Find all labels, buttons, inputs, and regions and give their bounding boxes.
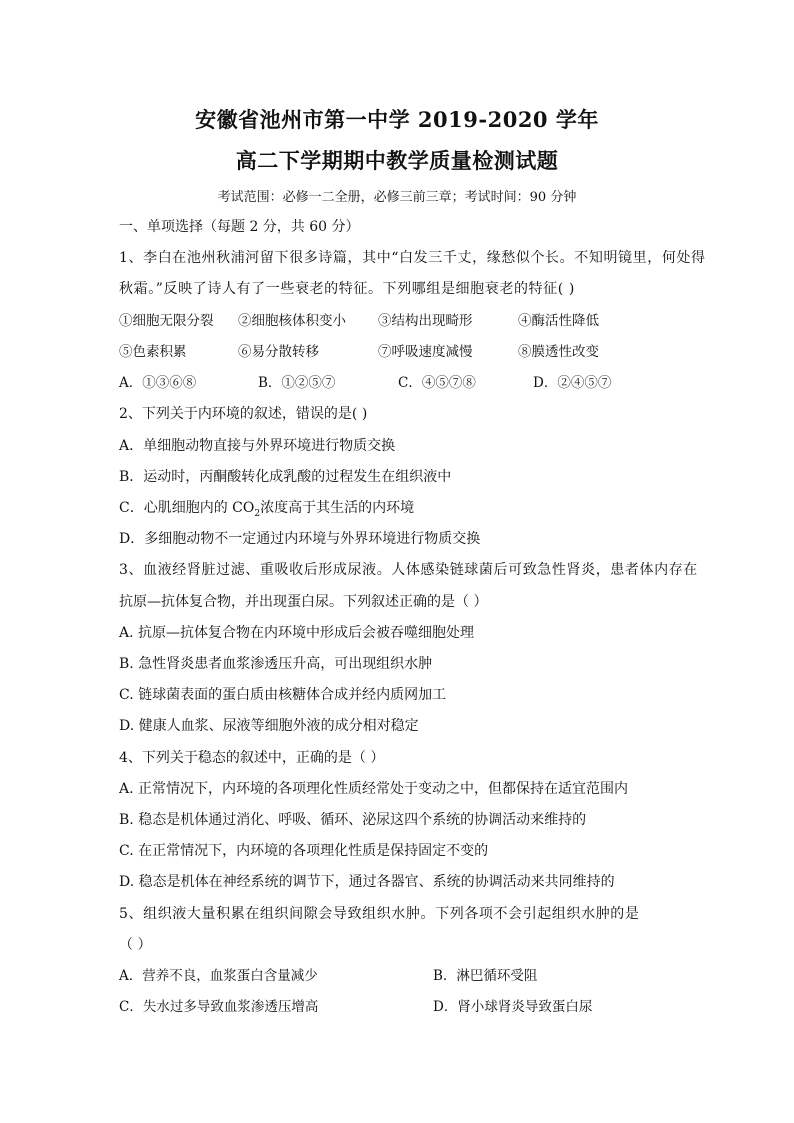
q4-option-d: D. 稳态是机体在神经系统的调节下，通过各器官、系统的协调活动来共同维持的 — [119, 874, 615, 890]
exam-info: 考试范围：必修一二全册，必修三前三章；考试时间：90 分钟 — [217, 190, 577, 205]
section-heading: 一、单项选择（每题 2 分，共 60 分） — [119, 219, 360, 235]
q1-item-2: ②细胞核体积变小 — [238, 313, 346, 329]
q1-choice-a: A．①③⑥⑧ — [119, 375, 197, 391]
q2-option-c — [119, 499, 414, 523]
title-line-1: 安徽省池州市第一中学 2019-2020 学年 — [195, 107, 599, 132]
q3-option-d: D. 健康人血浆、尿液等细胞外液的成分相对稳定 — [119, 718, 419, 734]
q1-item-1: ①细胞无限分裂 — [119, 313, 214, 329]
q1-item-5: ⑤色素积累 — [119, 344, 187, 360]
q1-item-7: ⑦呼吸速度减慢 — [378, 344, 473, 360]
q1-choice-d: D．②④⑤⑦ — [533, 375, 612, 391]
q1-item-3: ③结构出现畸形 — [378, 313, 473, 329]
q2-option-b: B．运动时，丙酮酸转化成乳酸的过程发生在组织液中 — [119, 469, 452, 485]
q3-stem-line1: 3、血液经肾脏过滤、重吸收后形成尿液。人体感染链球菌后可致急性肾炎，患者体内存在 — [119, 562, 698, 578]
title-line-2: 高二下学期期中教学质量检测试题 — [235, 148, 559, 173]
q1-choice-c: C．④⑤⑦⑧ — [398, 375, 476, 391]
q3-option-a: A. 抗原—抗体复合物在内环境中形成后会被吞噬细胞处理 — [119, 625, 475, 641]
q3-option-b: B. 急性肾炎患者血浆渗透压升高，可出现组织水肿 — [119, 656, 433, 672]
q2-option-c-tail: 浓度高于其生活的内环境 — [260, 500, 415, 516]
q1-stem-line1: 1、李白在池州秋浦河留下很多诗篇，其中“白发三千丈，缘愁似个长。不知明镜里，何处得 — [119, 250, 706, 266]
q2-option-d: D．多细胞动物不一定通过内环境与外界环境进行物质交换 — [119, 531, 481, 547]
q5-stem-line1: 5、组织液大量积累在组织间隙会导致组织水肿。下列各项不会引起组织水肿的是 — [119, 906, 640, 922]
q5-stem-line2: （ ） — [119, 937, 152, 953]
q5-option-c: C．失水过多导致血浆渗透压增高 — [119, 999, 319, 1015]
q1-item-4: ④酶活性降低 — [518, 313, 599, 329]
q4-option-a: A. 正常情况下，内环境的各项理化性质经常处于变动之中，但都保持在适宜范围内 — [119, 781, 629, 797]
q1-item-8: ⑧膜透性改变 — [518, 344, 599, 360]
q5-option-b: B．淋巴循环受阻 — [433, 968, 538, 984]
q1-item-6: ⑥易分散转移 — [238, 344, 319, 360]
q2-option-a: A．单细胞动物直接与外界环境进行物质交换 — [119, 438, 396, 454]
q5-option-d: D．肾小球肾炎导致蛋白尿 — [433, 999, 593, 1015]
q5-option-a: A．营养不良，血浆蛋白含量减少 — [119, 968, 318, 984]
q4-option-b: B. 稳态是机体通过消化、呼吸、循环、泌尿这四个系统的协调活动来维持的 — [119, 812, 587, 828]
q2-stem: 2、下列关于内环境的叙述，错误的是( ) — [119, 406, 368, 422]
q3-option-c: C. 链球菌表面的蛋白质由核糖体合成并经内质网加工 — [119, 687, 447, 703]
q2-option-c-text: C．心肌细胞内的 CO — [119, 500, 255, 516]
q1-choice-b: B．①②⑤⑦ — [258, 375, 336, 391]
q2-option-c-subscript: 2 — [254, 508, 261, 519]
q4-option-c: C. 在正常情况下，内环境的各项理化性质是保持固定不变的 — [119, 843, 489, 859]
q1-stem-line2: 秋霜。”反映了诗人有了一些衰老的特征。下列哪组是细胞衰老的特征( ) — [119, 281, 575, 297]
q3-stem-line2: 抗原—抗体复合物，并出现蛋白尿。下列叙述正确的是（ ） — [119, 594, 488, 610]
q4-stem: 4、下列关于稳态的叙述中，正确的是（ ） — [119, 750, 385, 766]
